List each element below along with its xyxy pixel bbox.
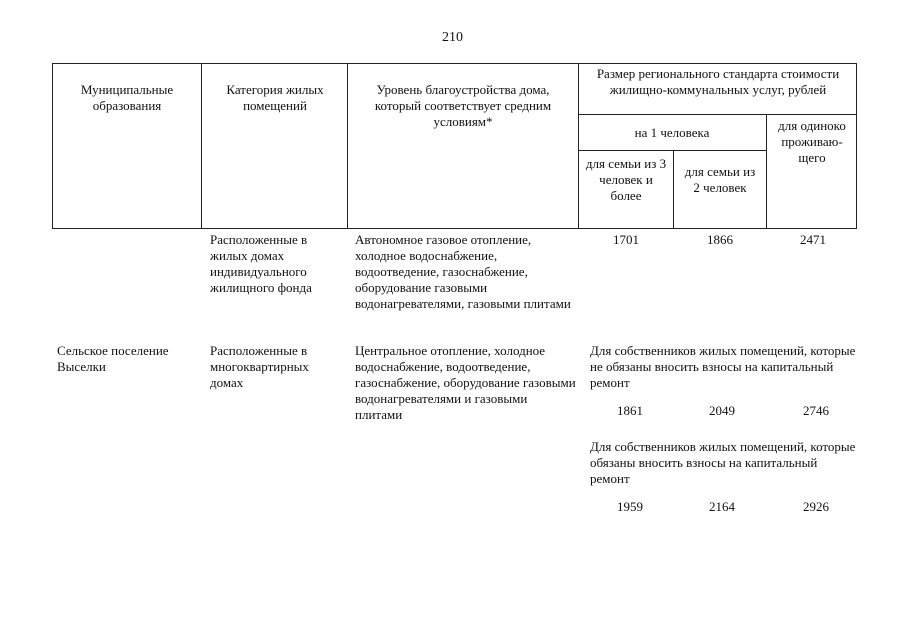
row-value-single: 2471 <box>800 232 826 247</box>
group-value-family3: 1959 <box>617 499 643 514</box>
divider <box>578 150 766 151</box>
header-category: Категория жилых помещений <box>226 82 324 113</box>
header-family2: для семьи из 2 человек <box>684 164 756 195</box>
row-value-family3: 1701 <box>613 232 639 247</box>
row-municipality: Сельское поселение Выселки <box>57 343 169 374</box>
divider <box>347 63 348 229</box>
divider <box>578 63 579 229</box>
header-single: для одиноко проживаю-щего <box>778 118 846 165</box>
page-number: 210 <box>442 30 463 45</box>
group-value-family2: 2164 <box>709 499 735 514</box>
divider <box>673 150 674 229</box>
divider <box>578 114 857 115</box>
header-municipality: Муниципальные образования <box>80 82 174 113</box>
group-value-single: 2926 <box>803 499 829 514</box>
header-level: Уровень благоустройства дома, который соответствует средним условиям* <box>374 82 552 129</box>
header-family3: для семьи из 3 человек и более <box>585 156 667 203</box>
divider <box>766 114 767 229</box>
row-value-family2: 1866 <box>707 232 733 247</box>
group-value-family3: 1861 <box>617 403 643 418</box>
group-value-family2: 2049 <box>709 403 735 418</box>
header-standard: Размер регионального стандарта стоимости жилищно-коммунальных услуг, рублей <box>596 66 840 97</box>
divider <box>201 63 202 229</box>
header-per-person: на 1 человека <box>634 125 710 140</box>
row-level: Автономное газовое отопление, холодное водоснабжение, водоотведение, газоснабжение, оборудование газовыми водонагревателями, газовыми плитами <box>355 232 571 311</box>
group-note: Для собственников жилых помещений, которые обязаны вносить взносы на капитальный ремонт <box>590 439 856 486</box>
group-note: Для собственников жилых помещений, которые не обязаны вносить взносы на капитальный ремонт <box>590 343 856 390</box>
row-level: Центральное отопление, холодное водоснабжение, водоотведение, газоснабжение, оборудование газовыми водонагревателями и газовыми плитами <box>355 343 576 422</box>
row-category: Расположенные в жилых домах индивидуального жилищного фонда <box>210 232 312 295</box>
group-value-single: 2746 <box>803 403 829 418</box>
row-category: Расположенные в многоквартирных домах <box>210 343 309 390</box>
